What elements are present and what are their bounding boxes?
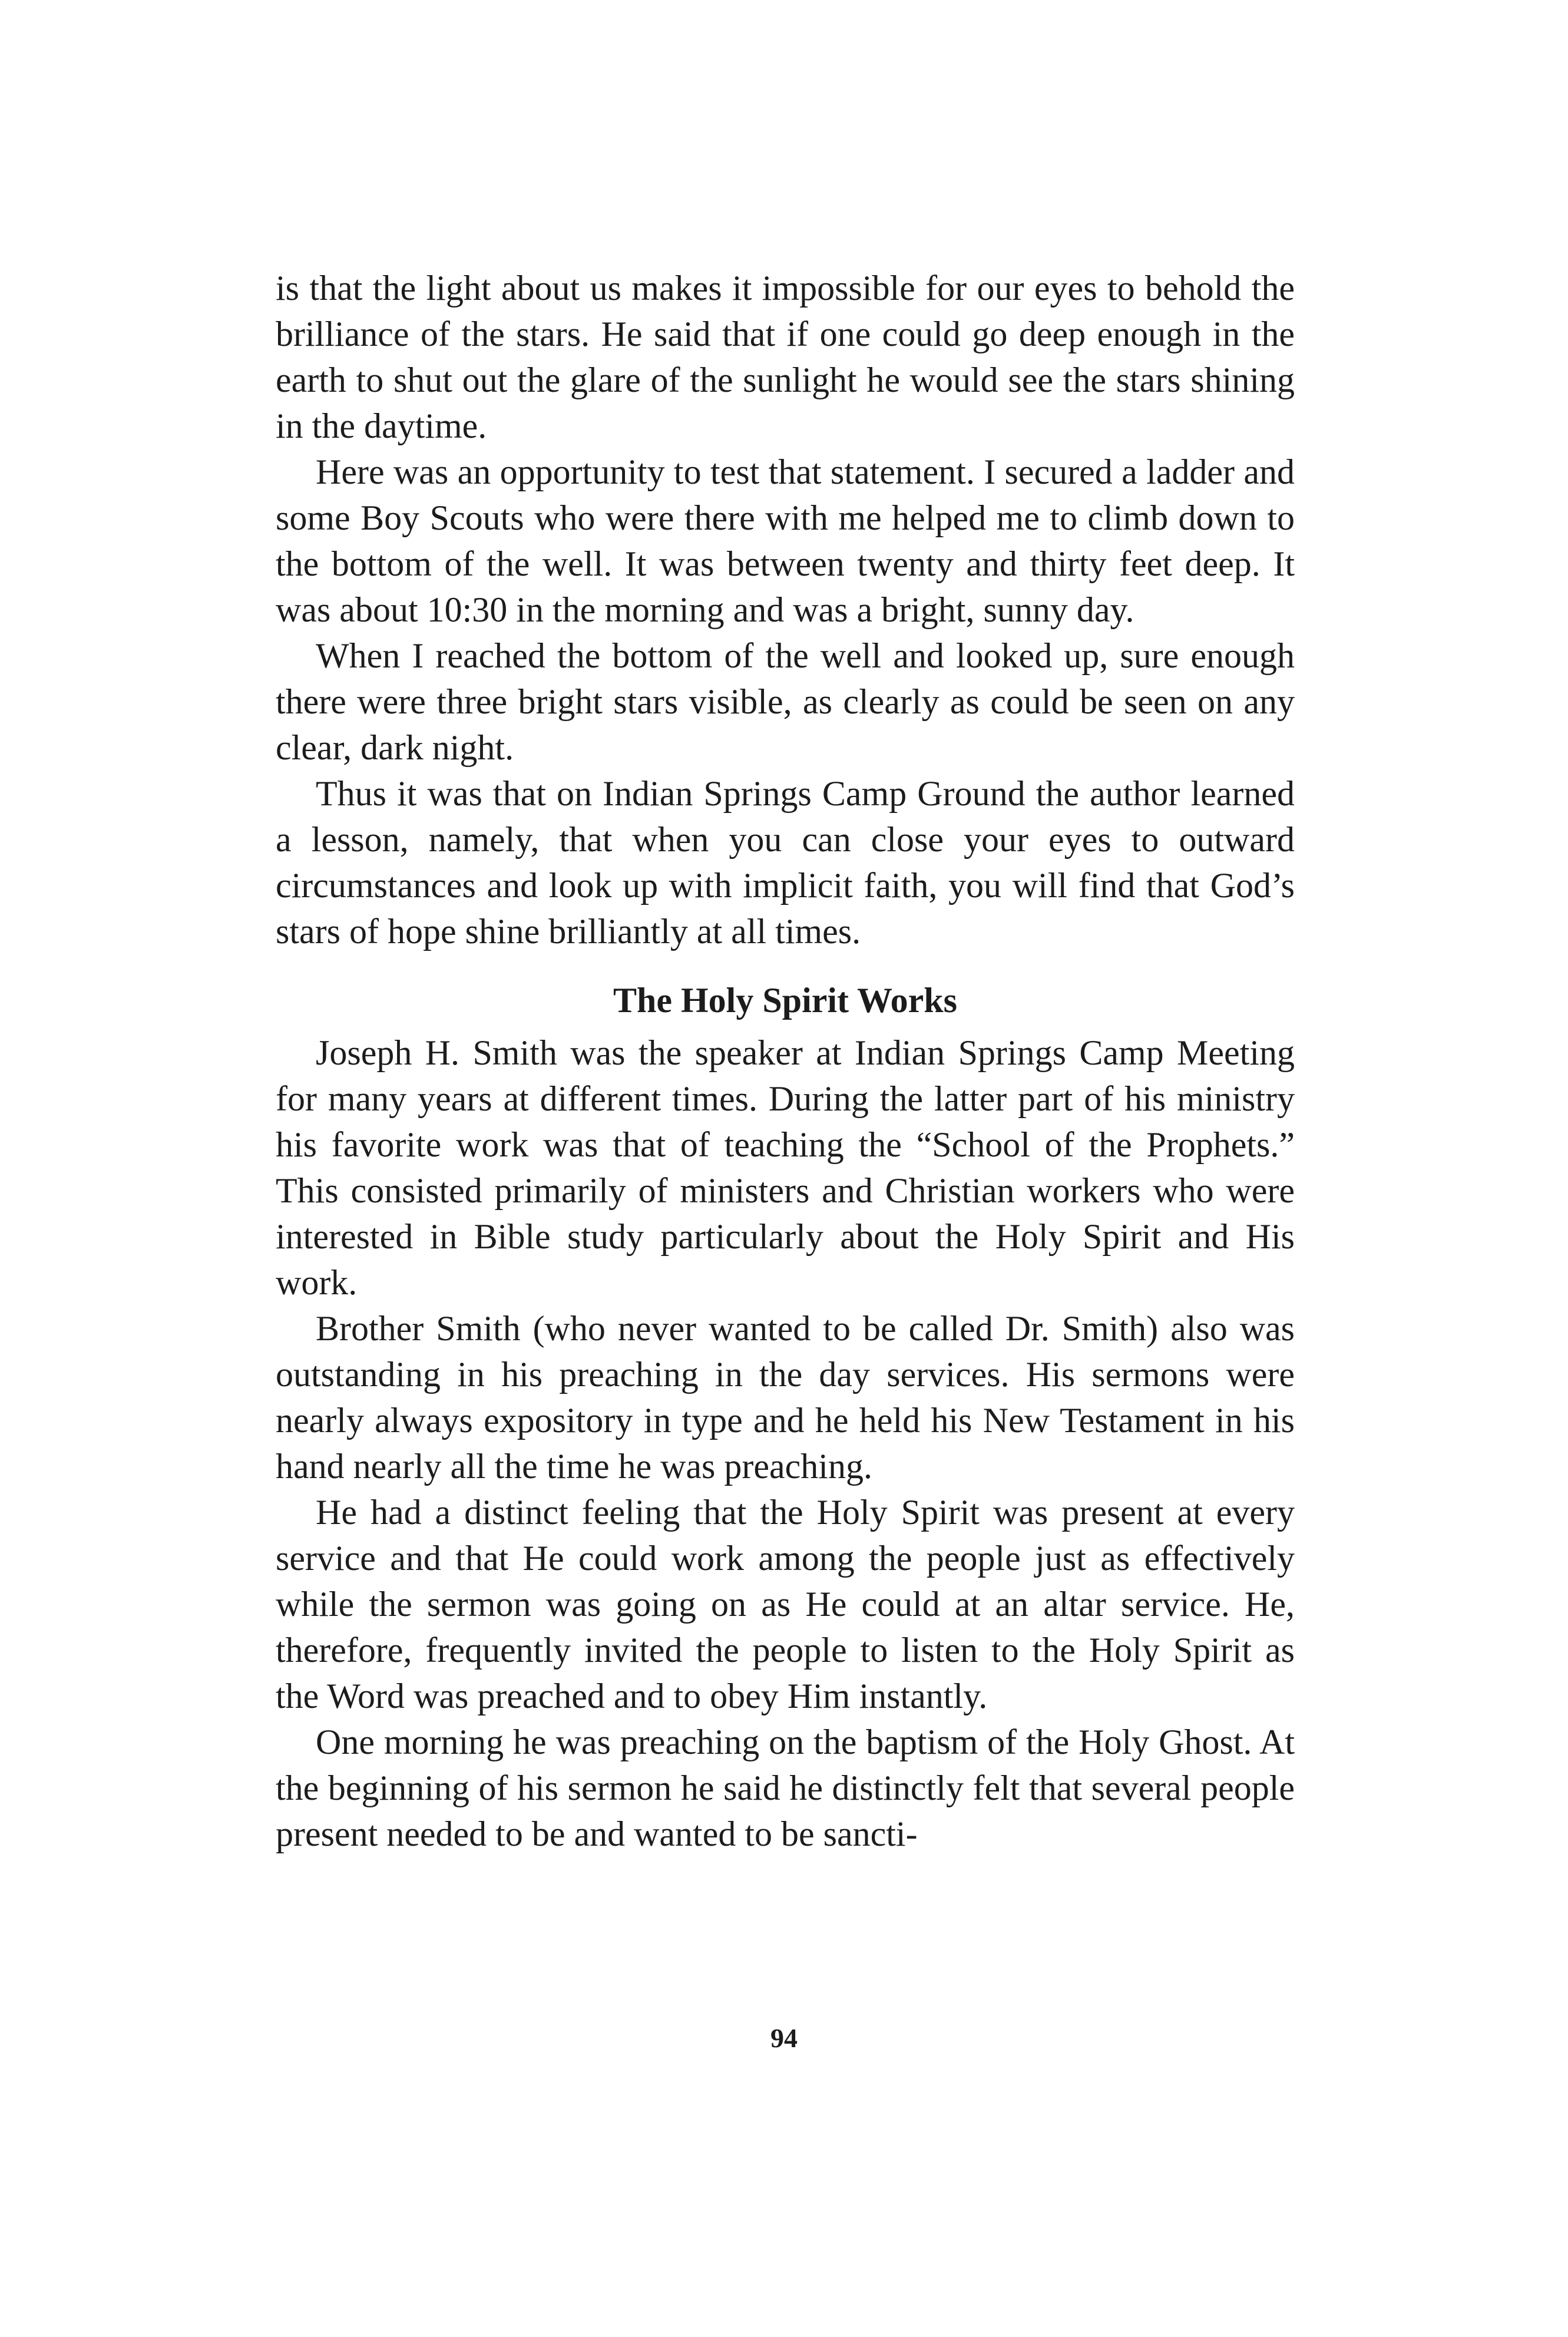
paragraph-continued: is that the light about us makes it impossible for our eyes to behold the brilliance of the stars. He said that if one could go deep enough in the earth to shut out the glare of the sunlight he would see the stars shining in the daytime. (276, 269, 1295, 445)
paragraph: One morning he was preaching on the baptism of the Holy Ghost. At the beginning of his sermon he said he distinctly felt that several people present needed to be and wanted to be sancti- (276, 1723, 1295, 1853)
paragraph: Thus it was that on Indian Springs Camp Ground the author learned a lesson, namely, that when you can close your eyes to outward circumstances and look up with implicit faith, you will find that God’s stars of hope shine brilliantly at all times. (276, 774, 1295, 951)
paragraph: Brother Smith (who never wanted to be called Dr. Smith) also was outstanding in his preaching in the day services. His sermons were nearly always expository in type and he held his New Testament in his hand nearly all the time he was preaching. (276, 1309, 1295, 1486)
paragraph: He had a distinct feeling that the Holy Spirit was present at every service and that He could work among the people just as effectively while the sermon was going on as He could at an altar service. He, therefore, frequently invited the people to listen to the Holy Spirit as the Word was preached and to obey Him instantly. (276, 1493, 1295, 1715)
paragraph: Joseph H. Smith was the speaker at Indian Springs Camp Meeting for many years at different times. During the latter part of his ministry his favorite work was that of teaching the “School of the Prophets.” This consisted primarily of ministers and Christian workers who were interested in Bible study particularly about the Holy Spirit and His work. (276, 1033, 1295, 1302)
paragraph: When I reached the bottom of the well and looked up, sure enough there were three bright stars visible, as clearly as could be seen on any clear, dark night. (276, 636, 1295, 767)
body-text (276, 265, 1295, 1857)
page-number: 94 (770, 2023, 798, 2053)
section-heading: The Holy Spirit Works (613, 981, 957, 1020)
paragraph: Here was an opportunity to test that statement. I secured a ladder and some Boy Scouts who were there with me helped me to climb down to the bottom of the well. It was between twenty and thirty feet deep. It was about 10:30 in the morning and was a bright, sunny day. (276, 452, 1295, 629)
